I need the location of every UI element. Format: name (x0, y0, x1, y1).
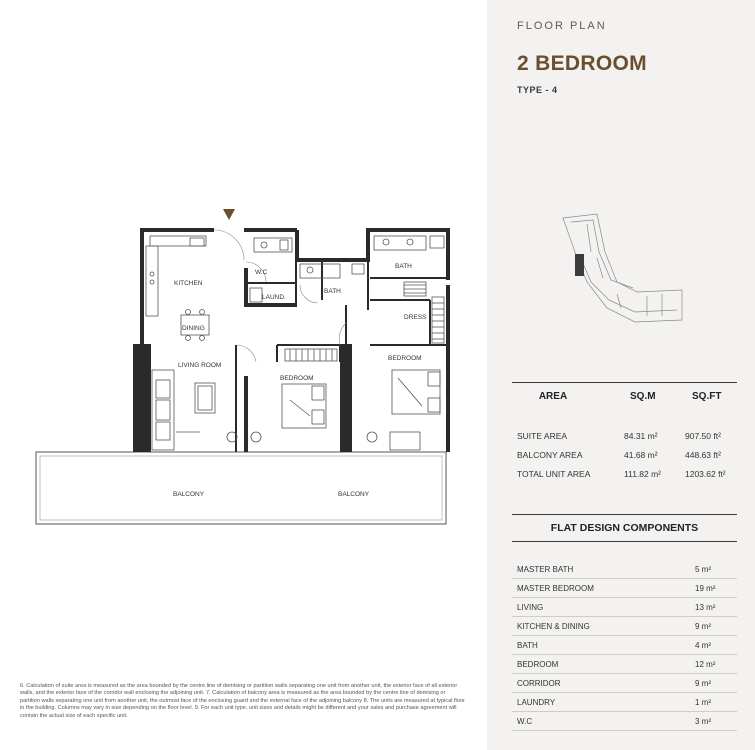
footnotes: 6. Calculation of suite area is measured as the area bounded by the centre line of demising or partition walls separating one unit from another unit, the exterior face of all exterior walls, and the exterior face of the corridor wall enclosing the adjoining unit. 7. Calculation of balcony area is measured as the area bounded by the centre line of demising or partition walls separating one unit from another unit, the outmost face of the enclosing guard and the external face of the adjoining balcony 8. The units are measured at typical floor in the building. Columns may vary in size depending on the floor level. 9. For each unit type, unit sizes and details might be different and your sales and purchase agreement will contain the actual size of each specific unit. (20, 683, 465, 719)
entrance-arrow-icon (223, 209, 235, 220)
table-row (512, 712, 737, 731)
table-row (512, 636, 737, 655)
area-name: TOTAL UNIT AREA (517, 468, 591, 479)
page-title: 2 BEDROOM (517, 52, 647, 75)
room-label-bedroom-center: BEDROOM (280, 375, 314, 382)
area-table (512, 382, 737, 483)
component-value: 3 m² (695, 716, 711, 726)
area-name: SUITE AREA (517, 430, 568, 441)
area-sqm: 84.31 m² (624, 430, 658, 441)
table-row (512, 598, 737, 617)
room-label-living: LIVING ROOM (178, 362, 222, 369)
component-value: 4 m² (695, 640, 711, 650)
room-label-laundry: LAUND. (262, 294, 286, 301)
component-name: KITCHEN & DINING (517, 621, 590, 631)
table-row (512, 579, 737, 598)
room-label-dress: DRESS (404, 314, 427, 321)
component-value: 1 m² (695, 697, 711, 707)
component-value: 9 m² (695, 621, 711, 631)
component-name: MASTER BATH (517, 564, 574, 574)
components-table (512, 514, 737, 731)
component-value: 13 m² (695, 602, 716, 612)
room-label-kitchen: KITCHEN (174, 280, 203, 287)
component-name: CORRIDOR (517, 678, 561, 688)
room-label-balcony-left: BALCONY (173, 491, 205, 498)
area-table-header (512, 383, 737, 409)
component-value: 9 m² (695, 678, 711, 688)
table-row (512, 693, 737, 712)
component-name: MASTER BEDROOM (517, 583, 594, 593)
room-label-dining: DINING (182, 325, 205, 332)
room-label-balcony-right: BALCONY (338, 491, 370, 498)
room-label-bedroom-right: BEDROOM (388, 355, 422, 362)
area-header-sqm: SQ.M (630, 390, 656, 402)
table-row (512, 674, 737, 693)
table-row (512, 560, 737, 579)
section-label: FLOOR PLAN (517, 20, 607, 32)
component-name: LIVING (517, 602, 544, 612)
table-row (512, 464, 737, 483)
component-name: BEDROOM (517, 659, 559, 669)
room-label-bath-center: BATH (324, 288, 341, 295)
area-sqm: 111.82 m² (624, 468, 662, 479)
table-row (512, 426, 737, 445)
area-sqft: 907.50 ft² (685, 430, 721, 441)
balcony-outline (36, 452, 446, 524)
component-name: BATH (517, 640, 538, 650)
table-row (512, 655, 737, 674)
info-panel (487, 0, 755, 750)
area-name: BALCONY AREA (517, 449, 583, 460)
component-value: 12 m² (695, 659, 716, 669)
area-sqft: 448.63 ft² (685, 449, 721, 460)
room-label-bath-top: BATH (395, 263, 412, 270)
component-value: 5 m² (695, 564, 711, 574)
area-header-sqft: SQ.FT (692, 390, 722, 402)
room-label-wc: W.C (255, 269, 268, 276)
component-name: W.C (517, 716, 533, 726)
area-header-area: AREA (538, 390, 568, 402)
table-row (512, 445, 737, 464)
table-row (512, 617, 737, 636)
area-sqm: 41.68 m² (624, 449, 658, 460)
components-title: FLAT DESIGN COMPONENTS (512, 514, 737, 542)
page-subtitle: TYPE - 4 (517, 85, 558, 95)
component-value: 19 m² (695, 583, 716, 593)
area-sqft: 1203.62 ft² (685, 468, 726, 479)
key-plan-icon (557, 212, 687, 332)
component-name: LAUNDRY (517, 697, 556, 707)
